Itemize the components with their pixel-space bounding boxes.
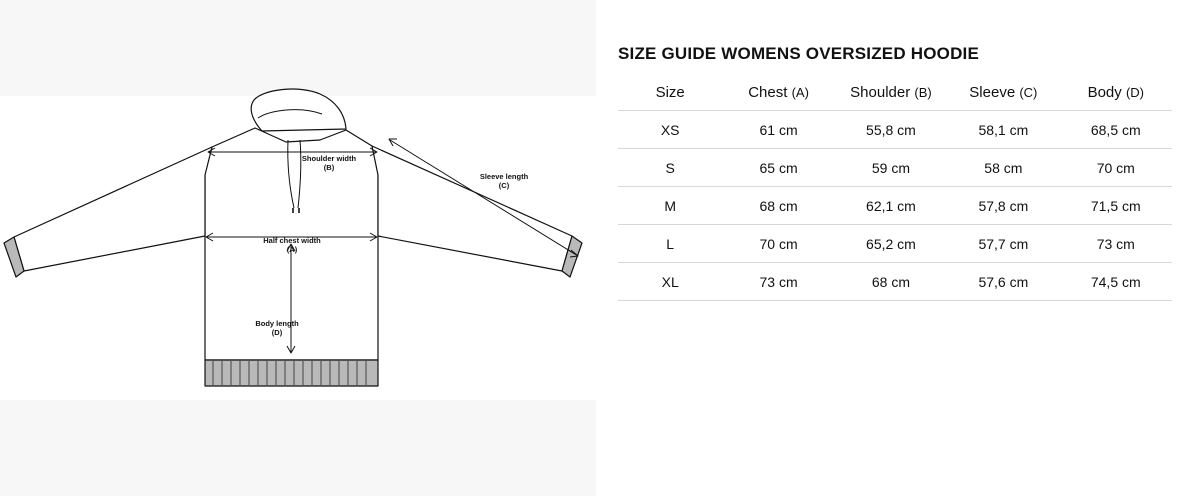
header-size bbox=[618, 74, 722, 111]
cell-sleeve: 57,7 cm bbox=[947, 225, 1059, 263]
size-guide-table bbox=[618, 74, 1172, 301]
cell-size: L bbox=[618, 225, 722, 263]
cell-shoulder: 55,8 cm bbox=[835, 111, 947, 149]
cell-chest: 73 cm bbox=[722, 263, 834, 301]
header-sleeve bbox=[947, 74, 1059, 111]
table-row bbox=[618, 149, 1172, 187]
cell-size: XS bbox=[618, 111, 722, 149]
cell-chest: 61 cm bbox=[722, 111, 834, 149]
cell-body: 74,5 cm bbox=[1060, 263, 1172, 301]
header-size-label: Size bbox=[655, 83, 685, 101]
label-body-key: (D) bbox=[271, 328, 283, 337]
cell-sleeve: 57,8 cm bbox=[947, 187, 1059, 225]
table-row bbox=[618, 263, 1172, 301]
cell-shoulder: 59 cm bbox=[835, 149, 947, 187]
label-shoulder-key: (B) bbox=[323, 163, 335, 172]
header-sleeve-key: (C) bbox=[1019, 84, 1038, 100]
header-body bbox=[1060, 74, 1172, 111]
table-row bbox=[618, 187, 1172, 225]
cell-chest: 65 cm bbox=[722, 149, 834, 187]
label-chest-key: (A) bbox=[286, 245, 298, 254]
cell-sleeve: 58,1 cm bbox=[947, 111, 1059, 149]
header-sleeve-label: Sleeve bbox=[969, 83, 1016, 101]
label-body-length: Body length bbox=[255, 319, 299, 328]
size-table-panel bbox=[596, 0, 1194, 496]
header-chest bbox=[722, 74, 834, 111]
table-row bbox=[618, 111, 1172, 149]
header-body-key: (D) bbox=[1125, 84, 1144, 100]
cell-chest: 68 cm bbox=[722, 187, 834, 225]
cell-size: XL bbox=[618, 263, 722, 301]
cell-sleeve: 58 cm bbox=[947, 149, 1059, 187]
label-sleeve-length: Sleeve length bbox=[479, 172, 529, 181]
header-shoulder-label: Shoulder bbox=[850, 83, 911, 101]
cell-body: 68,5 cm bbox=[1060, 111, 1172, 149]
label-sleeve-key: (C) bbox=[498, 181, 510, 190]
right-sleeve bbox=[372, 146, 572, 271]
cell-body: 73 cm bbox=[1060, 225, 1172, 263]
header-body-label: Body bbox=[1087, 83, 1122, 101]
label-shoulder-width: Shoulder width bbox=[301, 154, 357, 163]
cell-sleeve: 57,6 cm bbox=[947, 263, 1059, 301]
label-half-chest-width: Half chest width bbox=[263, 236, 321, 245]
cell-size: M bbox=[618, 187, 722, 225]
cell-body: 71,5 cm bbox=[1060, 187, 1172, 225]
left-sleeve bbox=[14, 147, 212, 271]
cell-shoulder: 68 cm bbox=[835, 263, 947, 301]
cell-shoulder: 62,1 cm bbox=[835, 187, 947, 225]
hoodie-illustration-panel bbox=[0, 0, 596, 496]
page-title: SIZE GUIDE WOMENS OVERSIZED HOODIE bbox=[618, 44, 980, 63]
header-shoulder bbox=[835, 74, 947, 111]
hoodie-technical-drawing bbox=[0, 0, 596, 496]
cell-body: 70 cm bbox=[1060, 149, 1172, 187]
table-header-row bbox=[618, 74, 1172, 111]
cell-size: S bbox=[618, 149, 722, 187]
header-shoulder-key: (B) bbox=[914, 84, 932, 100]
header-chest-label: Chest bbox=[748, 83, 788, 101]
cell-chest: 70 cm bbox=[722, 225, 834, 263]
header-chest-key: (A) bbox=[791, 84, 809, 100]
cell-shoulder: 65,2 cm bbox=[835, 225, 947, 263]
table-row bbox=[618, 225, 1172, 263]
